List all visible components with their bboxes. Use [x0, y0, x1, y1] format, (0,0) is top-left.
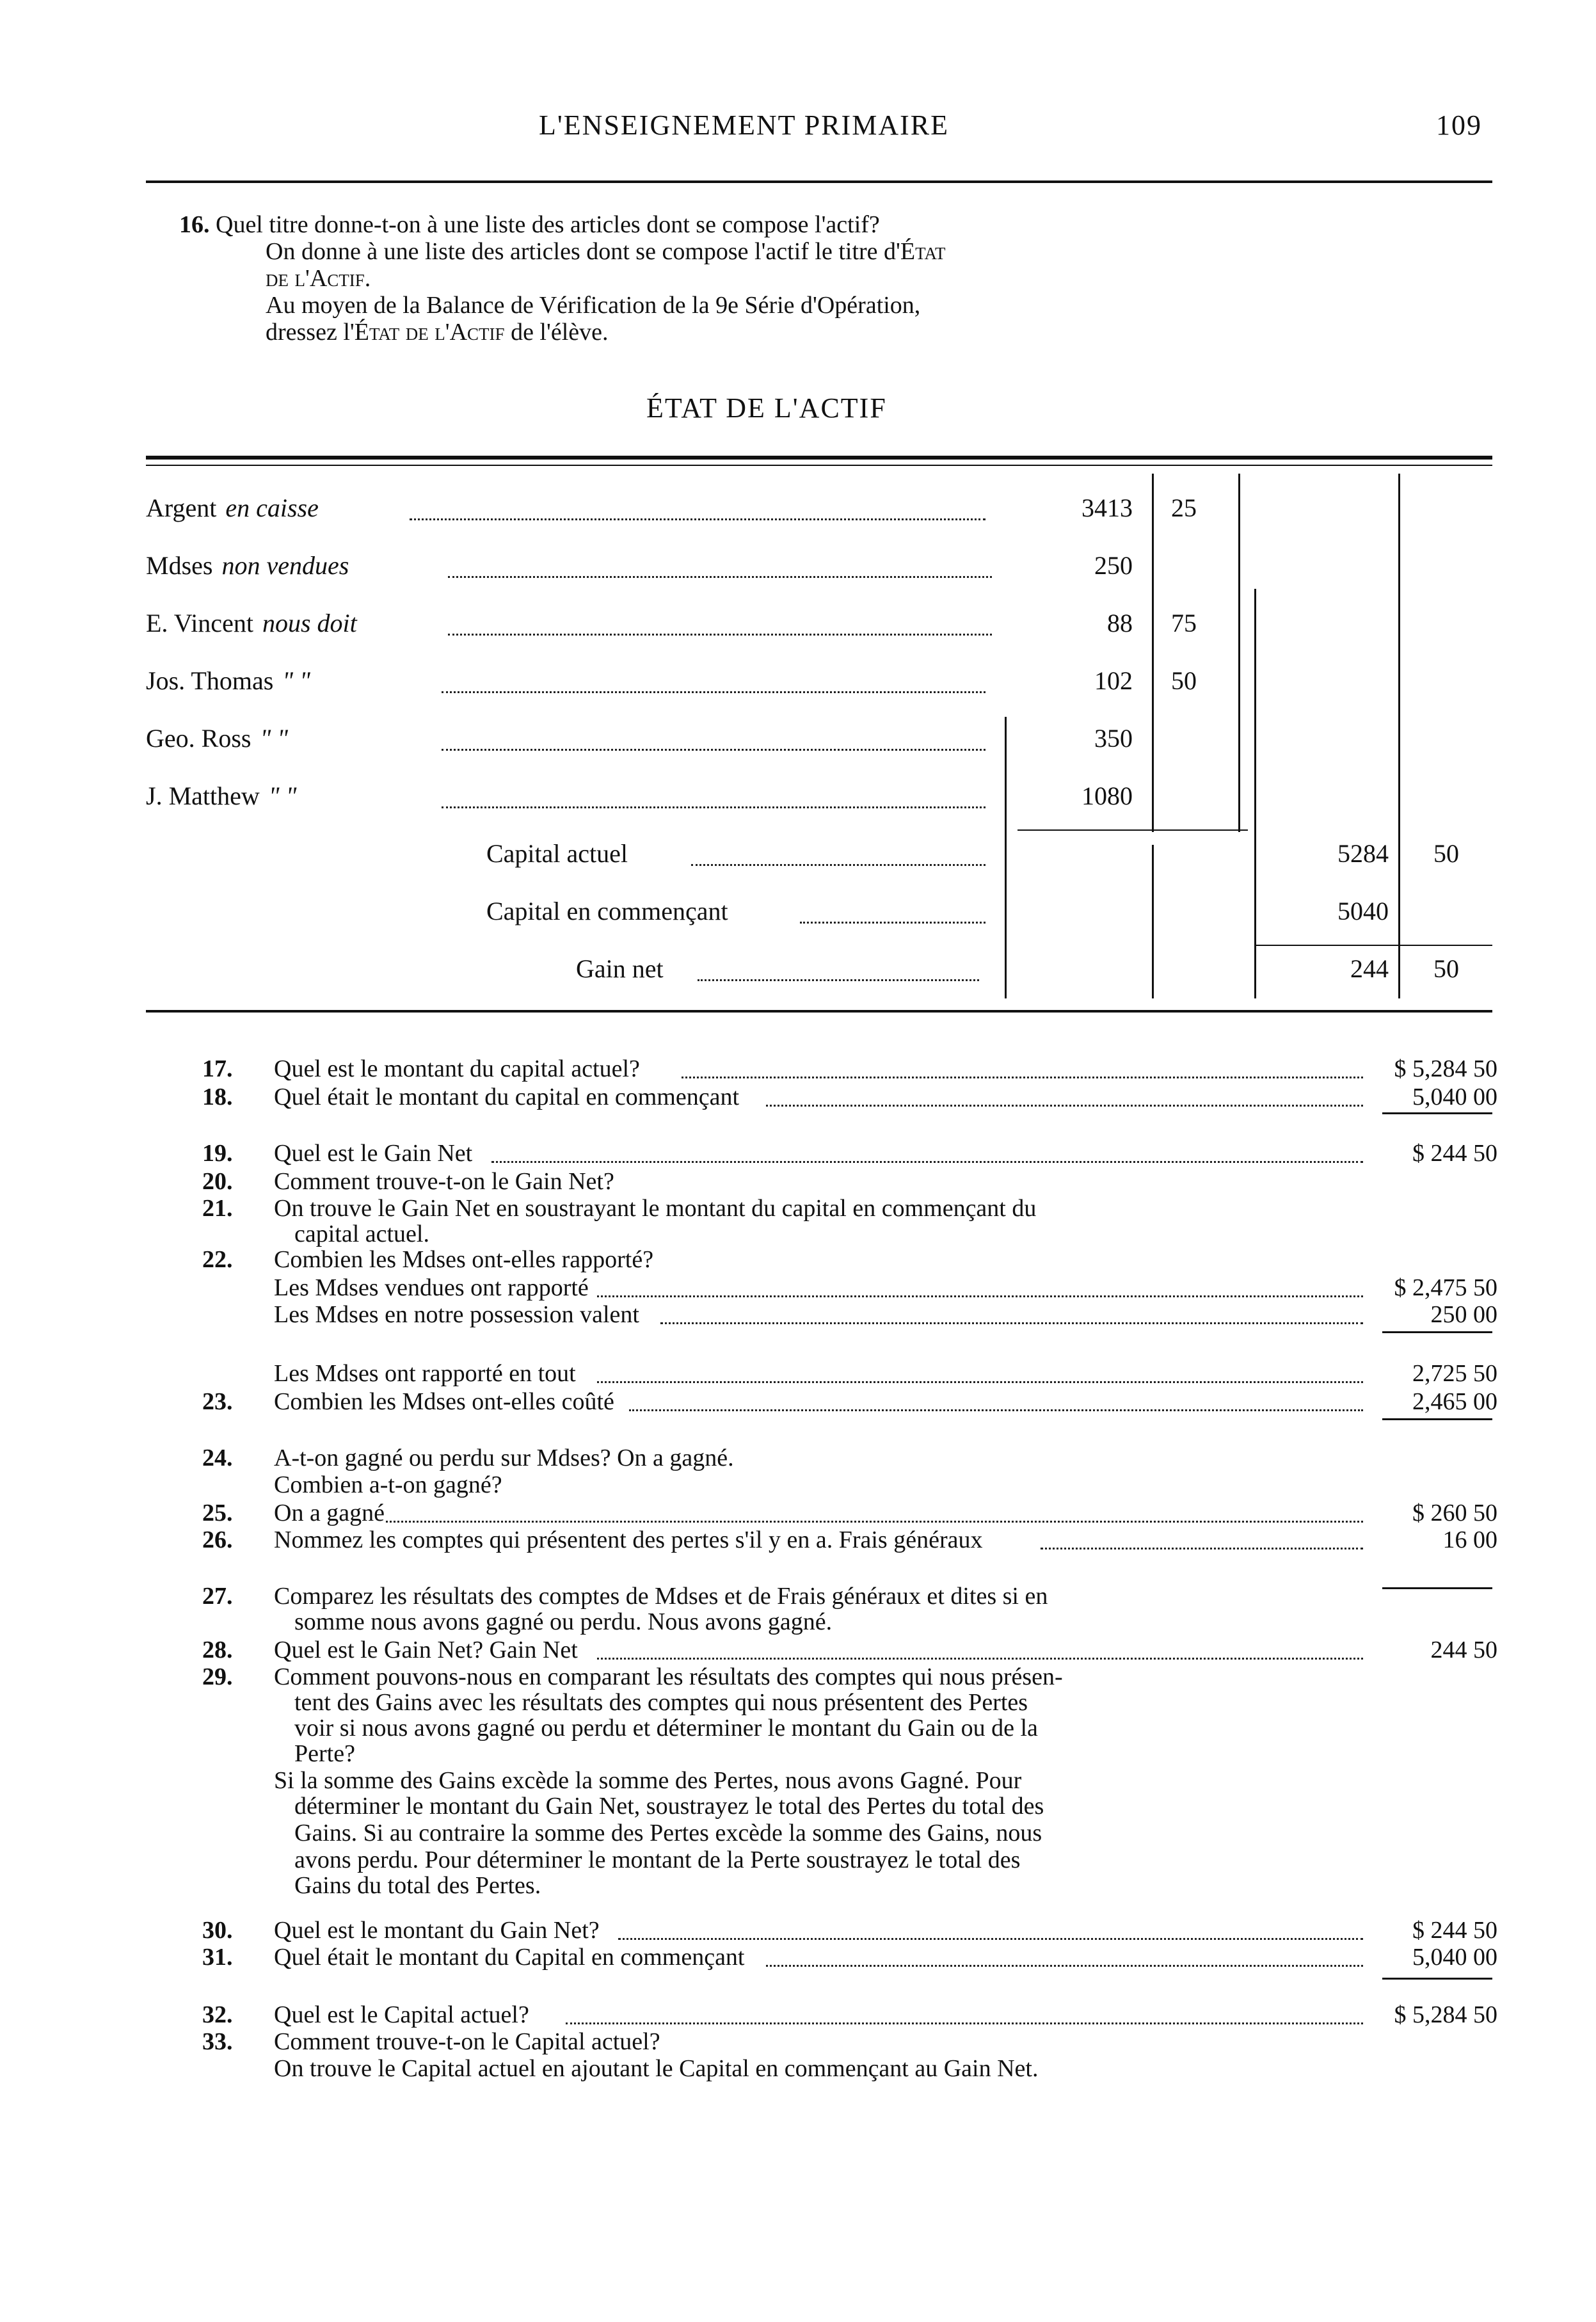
question-number: 21. — [202, 1195, 233, 1222]
instruction-text-2b: de l'élève. — [504, 319, 609, 346]
asset-qualifier: nous doit — [262, 609, 357, 637]
table-top-rule-2 — [146, 465, 1492, 466]
question-text: Les Mdses en notre possession valent — [274, 1301, 639, 1328]
question-text: Quel est le montant du Gain Net? — [274, 1917, 600, 1944]
asset-row-label — [146, 608, 357, 638]
question-text: Les Mdses vendues ont rapporté — [274, 1274, 589, 1301]
sum-rule — [1382, 1978, 1492, 1980]
leader-dots — [1041, 1548, 1363, 1549]
leader-dots — [618, 1938, 1363, 1940]
question-text: Combien les Mdses ont-elles rapporté? — [274, 1246, 654, 1273]
asset-dollars: 3413 — [1081, 493, 1133, 522]
answer-amount: 5,040 00 — [1412, 1944, 1497, 1971]
answer-smallcaps-2: de l'Actif. — [266, 265, 371, 292]
question-text: Comparez les résultats des comptes de Mdses et de Frais généraux et dites si en — [274, 1583, 1048, 1610]
question-text: A-t-on gagné ou perdu sur Mdses? On a gagné. — [274, 1445, 734, 1471]
leader-dots — [566, 2022, 1364, 2024]
asset-name: Jos. Thomas — [146, 666, 274, 695]
header-rule — [146, 180, 1492, 183]
table-column-rule — [1005, 717, 1007, 998]
table-bottom-rule — [146, 1010, 1492, 1013]
question-text: Nommez les comptes qui présentent des pertes s'il y en a. Frais généraux — [274, 1526, 983, 1553]
question-number: 23. — [202, 1388, 233, 1415]
table-title: ÉTAT DE L'ACTIF — [646, 392, 887, 424]
running-title: L'ENSEIGNEMENT PRIMAIRE — [539, 109, 949, 141]
asset-cents: 25 — [1171, 493, 1197, 522]
asset-name: Geo. Ross — [146, 724, 251, 753]
question-text: Quel est le Gain Net — [274, 1140, 473, 1167]
asset-row-label — [146, 493, 319, 523]
question-text: Gains du total des Pertes. — [294, 1872, 541, 1899]
instruction-text: Au moyen de la Balance de Vérification de la 9e Série d'Opération, — [266, 292, 921, 319]
question-text: Quel est le montant du capital actuel? — [274, 1055, 640, 1082]
instruction-smallcaps: État de l'Actif — [354, 319, 505, 346]
page-number: 109 — [1436, 109, 1482, 141]
question-text: Comment trouve-t-on le Capital actuel? — [274, 2028, 660, 2055]
leader-dots — [682, 1077, 1363, 1078]
leader-dots — [691, 864, 986, 866]
total-label: Capital en commençant — [486, 897, 728, 925]
table-column-rule — [1254, 589, 1256, 998]
question-text: Comment pouvons-nous en comparant les résultats des comptes qui nous présen- — [274, 1663, 1063, 1690]
leader-dots — [491, 1161, 1363, 1163]
sum-rule — [1382, 1587, 1492, 1589]
total-label: Gain net — [576, 954, 664, 983]
question-text: On trouve le Capital actuel en ajoutant le Capital en commençant au Gain Net. — [274, 2055, 1039, 2082]
leader-dots — [442, 749, 986, 751]
table-top-rule — [146, 456, 1492, 460]
question-number: 18. — [202, 1084, 233, 1110]
asset-cents: 75 — [1171, 609, 1197, 637]
answer-amount: $ 260 50 — [1412, 1500, 1497, 1526]
question-number: 30. — [202, 1917, 233, 1944]
total-dollars: 244 — [1350, 954, 1389, 983]
question-text: déterminer le montant du Gain Net, soustrayez le total des Pertes du total des — [294, 1793, 1044, 1820]
question-text: Quel est le Gain Net? Gain Net — [274, 1637, 578, 1663]
asset-name: J. Matthew — [146, 781, 260, 810]
sum-rule — [1382, 1418, 1492, 1420]
question-text: avons perdu. Pour déterminer le montant de la Perte soustrayez le total des — [294, 1846, 1021, 1873]
sum-rule — [1382, 1331, 1492, 1333]
answer-amount: $ 2,475 50 — [1394, 1274, 1497, 1301]
leader-dots — [766, 1105, 1363, 1107]
question-text: Si la somme des Gains excède la somme des Pertes, nous avons Gagné. Pour — [274, 1767, 1022, 1794]
table-column-rule — [1238, 474, 1240, 832]
leader-dots — [442, 691, 986, 693]
answer-amount: 2,725 50 — [1412, 1360, 1497, 1387]
question-number: 19. — [202, 1140, 233, 1167]
answer-amount: 244 50 — [1430, 1637, 1497, 1663]
answer-amount: $ 5,284 50 — [1394, 1055, 1497, 1082]
answer-amount: $ 244 50 — [1412, 1917, 1497, 1944]
leader-dots — [597, 1658, 1363, 1660]
asset-qualifier: " " — [282, 666, 310, 695]
total-cents: 50 — [1433, 954, 1459, 983]
leader-dots — [448, 634, 992, 636]
question-text: Quel est le Capital actuel? — [274, 2001, 529, 2028]
leader-dots — [629, 1409, 1364, 1411]
total-dollars: 5040 — [1337, 897, 1389, 925]
sum-rule — [1382, 1112, 1492, 1114]
question-text: Combien les Mdses ont-elles coûté — [274, 1388, 614, 1415]
leader-dots — [448, 576, 992, 578]
question-number: 33. — [202, 2028, 233, 2055]
subtotal-rule — [1017, 829, 1248, 831]
question-16 — [179, 211, 945, 346]
question-number: 16. — [179, 211, 210, 238]
question-text: On a gagné — [274, 1500, 385, 1526]
question-text: somme nous avons gagné ou perdu. Nous avons gagné. — [294, 1608, 833, 1635]
total-label: Capital actuel — [486, 839, 628, 868]
question-number: 17. — [202, 1055, 233, 1082]
leader-dots — [386, 1521, 1363, 1523]
answer-amount: 250 00 — [1430, 1301, 1497, 1328]
question-number: 27. — [202, 1583, 233, 1610]
question-text: tent des Gains avec les résultats des comptes qui nous présentent des Pertes — [294, 1689, 1028, 1716]
leader-dots — [410, 518, 986, 520]
asset-cents: 50 — [1171, 666, 1197, 695]
question-number: 24. — [202, 1445, 233, 1471]
asset-name: Mdses — [146, 551, 213, 580]
leader-dots — [698, 979, 979, 981]
question-text: Gains. Si au contraire la somme des Pertes excède la somme des Gains, nous — [294, 1820, 1042, 1846]
question-number: 29. — [202, 1663, 233, 1690]
leader-dots — [597, 1381, 1363, 1383]
asset-qualifier: " " — [268, 781, 297, 810]
leader-dots — [800, 922, 986, 924]
asset-qualifier: non vendues — [221, 551, 349, 580]
question-number: 26. — [202, 1526, 233, 1553]
asset-name: Argent — [146, 493, 217, 522]
answer-amount: $ 5,284 50 — [1394, 2001, 1497, 2028]
total-cents: 50 — [1433, 839, 1459, 868]
asset-dollars: 102 — [1094, 666, 1133, 695]
leader-dots — [597, 1295, 1363, 1297]
table-column-rule — [1152, 845, 1154, 998]
question-text: Perte? — [294, 1740, 355, 1767]
asset-qualifier: en caisse — [225, 493, 319, 522]
question-number: 32. — [202, 2001, 233, 2028]
table-column-rule — [1398, 474, 1400, 998]
answer-amount: 16 00 — [1442, 1526, 1497, 1553]
question-text: Les Mdses ont rapporté en tout — [274, 1360, 576, 1387]
leader-dots — [766, 1965, 1363, 1967]
asset-dollars: 350 — [1094, 724, 1133, 753]
question-text: Quel était le montant du Capital en commençant — [274, 1944, 745, 1971]
question-text: On trouve le Gain Net en soustrayant le montant du capital en commençant du — [274, 1195, 1037, 1222]
question-number: 25. — [202, 1500, 233, 1526]
asset-qualifier: " " — [260, 724, 289, 753]
instruction-text-2a: dressez l' — [266, 319, 355, 346]
question-text: Quel titre donne-t-on à une liste des articles dont se compose l'actif? — [216, 211, 880, 238]
answer-text: On donne à une liste des articles dont se compose l'actif le titre d' — [266, 238, 900, 265]
asset-row-label — [146, 781, 296, 811]
total-dollars: 5284 — [1337, 839, 1389, 868]
question-text: Comment trouve-t-on le Gain Net? — [274, 1168, 614, 1195]
leader-dots — [660, 1322, 1363, 1324]
answer-amount: 5,040 00 — [1412, 1084, 1497, 1110]
question-number: 20. — [202, 1168, 233, 1195]
asset-dollars: 250 — [1094, 551, 1133, 580]
question-text: Combien a-t-on gagné? — [274, 1471, 502, 1498]
leader-dots — [442, 806, 986, 808]
question-text: voir si nous avons gagné ou perdu et déterminer le montant du Gain ou de la — [294, 1715, 1038, 1742]
question-number: 31. — [202, 1944, 233, 1971]
asset-row-label — [146, 723, 288, 753]
answer-amount: $ 244 50 — [1412, 1140, 1497, 1167]
question-text: capital actuel. — [294, 1221, 429, 1247]
asset-dollars: 1080 — [1081, 781, 1133, 810]
question-number: 28. — [202, 1637, 233, 1663]
asset-row-label — [146, 666, 310, 696]
question-text: Quel était le montant du capital en commençant — [274, 1084, 740, 1110]
answer-smallcaps: État — [900, 238, 946, 265]
asset-row-label — [146, 550, 349, 580]
asset-dollars: 88 — [1107, 609, 1133, 637]
subtotal-rule-2 — [1254, 945, 1492, 946]
answer-amount: 2,465 00 — [1412, 1388, 1497, 1415]
table-column-rule — [1152, 474, 1154, 832]
question-number: 22. — [202, 1246, 233, 1273]
asset-name: E. Vincent — [146, 609, 253, 637]
